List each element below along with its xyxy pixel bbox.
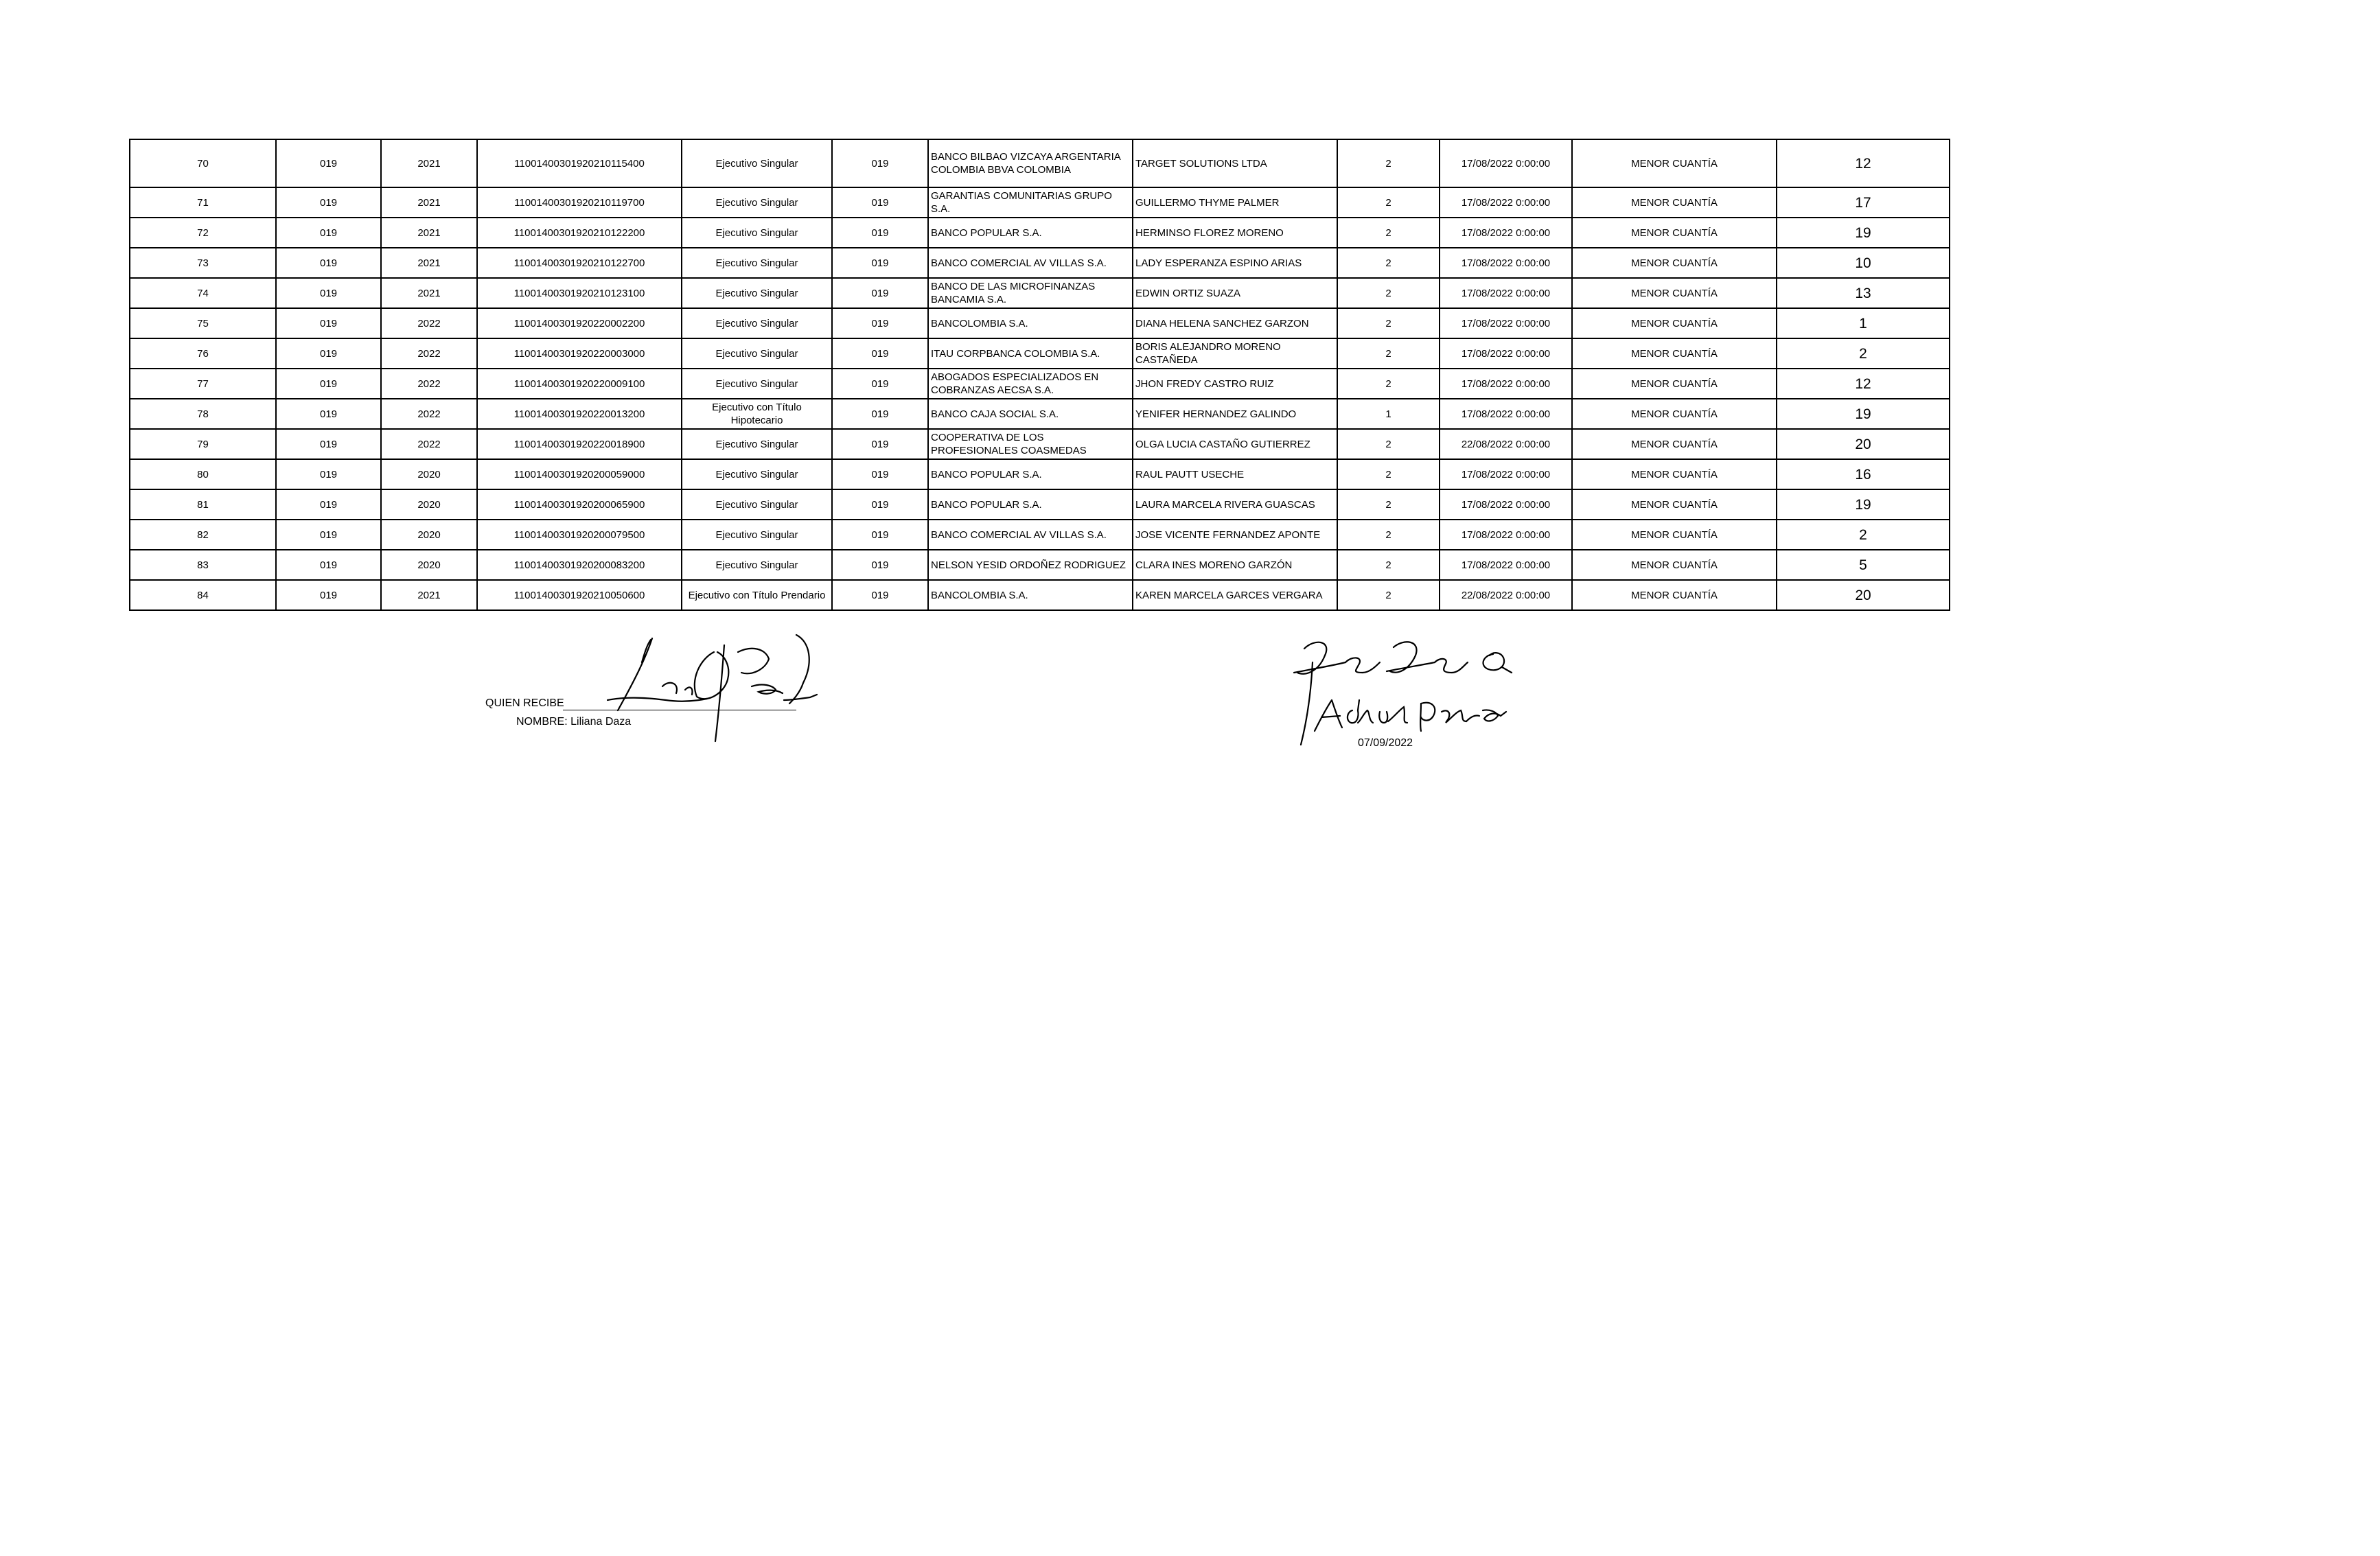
cell-box-number: 10	[1777, 248, 1950, 278]
cell-court-code: 019	[276, 580, 381, 610]
cell-amount-class: MENOR CUANTÍA	[1572, 399, 1777, 429]
cell-court-code-2: 019	[832, 399, 928, 429]
cell-defendant: EDWIN ORTIZ SUAZA	[1133, 278, 1337, 308]
cell-row-number: 70	[130, 139, 276, 187]
cell-court-code: 019	[276, 520, 381, 550]
cell-date: 17/08/2022 0:00:00	[1440, 139, 1572, 187]
cell-process-type: Ejecutivo Singular	[682, 278, 832, 308]
cell-court-code: 019	[276, 139, 381, 187]
cell-plaintiff: BANCO BILBAO VIZCAYA ARGENTARIA COLOMBIA BBVA COLOMBIA	[928, 139, 1133, 187]
cell-folios: 2	[1337, 580, 1440, 610]
cell-case-number: 11001400301920220018900	[477, 429, 682, 459]
cell-court-code: 019	[276, 429, 381, 459]
cell-date: 17/08/2022 0:00:00	[1440, 278, 1572, 308]
cell-case-number: 11001400301920220002200	[477, 308, 682, 338]
cell-court-code: 019	[276, 278, 381, 308]
cell-box-number: 17	[1777, 187, 1950, 218]
cell-court-code-2: 019	[832, 139, 928, 187]
cell-plaintiff: BANCOLOMBIA S.A.	[928, 308, 1133, 338]
table-row	[130, 139, 1950, 187]
cell-court-code: 019	[276, 248, 381, 278]
cell-defendant: TARGET SOLUTIONS LTDA	[1133, 139, 1337, 187]
cell-defendant: JOSE VICENTE FERNANDEZ APONTE	[1133, 520, 1337, 550]
cell-date: 17/08/2022 0:00:00	[1440, 520, 1572, 550]
cell-plaintiff: NELSON YESID ORDOÑEZ RODRIGUEZ	[928, 550, 1133, 580]
cell-case-number: 11001400301920210115400	[477, 139, 682, 187]
cell-court-code-2: 019	[832, 308, 928, 338]
cell-amount-class: MENOR CUANTÍA	[1572, 429, 1777, 459]
cell-amount-class: MENOR CUANTÍA	[1572, 459, 1777, 489]
table-row	[130, 520, 1950, 550]
table-row	[130, 550, 1950, 580]
cell-amount-class: MENOR CUANTÍA	[1572, 338, 1777, 369]
cell-defendant: YENIFER HERNANDEZ GALINDO	[1133, 399, 1337, 429]
cell-plaintiff: ITAU CORPBANCA COLOMBIA S.A.	[928, 338, 1133, 369]
cell-case-number: 11001400301920210122200	[477, 218, 682, 248]
cell-process-type: Ejecutivo Singular	[682, 187, 832, 218]
cell-year: 2021	[381, 248, 477, 278]
cell-date: 22/08/2022 0:00:00	[1440, 429, 1572, 459]
cell-folios: 1	[1337, 399, 1440, 429]
cell-box-number: 20	[1777, 580, 1950, 610]
cell-box-number: 16	[1777, 459, 1950, 489]
cell-amount-class: MENOR CUANTÍA	[1572, 308, 1777, 338]
cell-process-type: Ejecutivo Singular	[682, 489, 832, 520]
cell-row-number: 79	[130, 429, 276, 459]
cell-plaintiff: BANCO DE LAS MICROFINANZAS BANCAMIA S.A.	[928, 278, 1133, 308]
cell-plaintiff: BANCO COMERCIAL AV VILLAS S.A.	[928, 248, 1133, 278]
cell-row-number: 71	[130, 187, 276, 218]
cell-date: 17/08/2022 0:00:00	[1440, 399, 1572, 429]
cell-process-type: Ejecutivo con Título Hipotecario	[682, 399, 832, 429]
recipient-name: NOMBRE: Liliana Daza	[516, 716, 632, 728]
cell-folios: 2	[1337, 248, 1440, 278]
cell-plaintiff: GARANTIAS COMUNITARIAS GRUPO S.A.	[928, 187, 1133, 218]
cell-plaintiff: BANCO POPULAR S.A.	[928, 218, 1133, 248]
cell-plaintiff: BANCOLOMBIA S.A.	[928, 580, 1133, 610]
cell-box-number: 1	[1777, 308, 1950, 338]
cell-date: 22/08/2022 0:00:00	[1440, 580, 1572, 610]
cell-process-type: Ejecutivo Singular	[682, 308, 832, 338]
cell-date: 17/08/2022 0:00:00	[1440, 248, 1572, 278]
cell-amount-class: MENOR CUANTÍA	[1572, 520, 1777, 550]
cell-plaintiff: BANCO POPULAR S.A.	[928, 459, 1133, 489]
cell-plaintiff: ABOGADOS ESPECIALIZADOS EN COBRANZAS AECSA S.A.	[928, 369, 1133, 399]
table-row	[130, 459, 1950, 489]
records-table	[129, 139, 1950, 611]
cell-court-code: 019	[276, 338, 381, 369]
cell-defendant: LADY ESPERANZA ESPINO ARIAS	[1133, 248, 1337, 278]
cell-row-number: 74	[130, 278, 276, 308]
cell-year: 2022	[381, 338, 477, 369]
cell-case-number: 11001400301920200065900	[477, 489, 682, 520]
deliverer-signature	[1284, 635, 1538, 752]
cell-amount-class: MENOR CUANTÍA	[1572, 580, 1777, 610]
delivery-date: 07/09/2022	[1358, 737, 1413, 749]
cell-defendant: DIANA HELENA SANCHEZ GARZON	[1133, 308, 1337, 338]
cell-year: 2022	[381, 308, 477, 338]
cell-box-number: 2	[1777, 338, 1950, 369]
cell-date: 17/08/2022 0:00:00	[1440, 489, 1572, 520]
received-by-label: QUIEN RECIBE	[485, 697, 564, 709]
cell-process-type: Ejecutivo Singular	[682, 520, 832, 550]
cell-folios: 2	[1337, 369, 1440, 399]
deliverer-signature-text: Adriana Anza	[1387, 717, 1391, 718]
cell-defendant: GUILLERMO THYME PALMER	[1133, 187, 1337, 218]
cell-folios: 2	[1337, 218, 1440, 248]
cell-case-number: 11001400301920200079500	[477, 520, 682, 550]
cell-box-number: 5	[1777, 550, 1950, 580]
cell-defendant: OLGA LUCIA CASTAÑO GUTIERREZ	[1133, 429, 1337, 459]
cell-amount-class: MENOR CUANTÍA	[1572, 139, 1777, 187]
cell-folios: 2	[1337, 278, 1440, 308]
cell-date: 17/08/2022 0:00:00	[1440, 338, 1572, 369]
cell-year: 2021	[381, 187, 477, 218]
cell-amount-class: MENOR CUANTÍA	[1572, 489, 1777, 520]
table-row	[130, 278, 1950, 308]
cell-year: 2022	[381, 399, 477, 429]
cell-court-code-2: 019	[832, 550, 928, 580]
cell-court-code-2: 019	[832, 338, 928, 369]
cell-process-type: Ejecutivo Singular	[682, 218, 832, 248]
table-row	[130, 187, 1950, 218]
cell-date: 17/08/2022 0:00:00	[1440, 218, 1572, 248]
cell-defendant: LAURA MARCELA RIVERA GUASCAS	[1133, 489, 1337, 520]
cell-year: 2021	[381, 580, 477, 610]
cell-case-number: 11001400301920220013200	[477, 399, 682, 429]
cell-defendant: RAUL PAUTT USECHE	[1133, 459, 1337, 489]
cell-defendant: JHON FREDY CASTRO RUIZ	[1133, 369, 1337, 399]
cell-date: 17/08/2022 0:00:00	[1440, 459, 1572, 489]
cell-box-number: 19	[1777, 399, 1950, 429]
cell-year: 2022	[381, 369, 477, 399]
cell-folios: 2	[1337, 139, 1440, 187]
cell-row-number: 78	[130, 399, 276, 429]
cell-row-number: 82	[130, 520, 276, 550]
cell-defendant: BORIS ALEJANDRO MORENO CASTAÑEDA	[1133, 338, 1337, 369]
cell-date: 17/08/2022 0:00:00	[1440, 187, 1572, 218]
cell-process-type: Ejecutivo con Título Prendario	[682, 580, 832, 610]
cell-court-code-2: 019	[832, 580, 928, 610]
cell-year: 2020	[381, 520, 477, 550]
cell-amount-class: MENOR CUANTÍA	[1572, 187, 1777, 218]
cell-folios: 2	[1337, 550, 1440, 580]
table-row	[130, 248, 1950, 278]
cell-court-code: 019	[276, 399, 381, 429]
cell-row-number: 73	[130, 248, 276, 278]
cell-box-number: 12	[1777, 139, 1950, 187]
cell-court-code-2: 019	[832, 489, 928, 520]
table-row	[130, 399, 1950, 429]
cell-court-code-2: 019	[832, 218, 928, 248]
table-row	[130, 369, 1950, 399]
cell-box-number: 19	[1777, 489, 1950, 520]
table-row	[130, 580, 1950, 610]
cell-amount-class: MENOR CUANTÍA	[1572, 218, 1777, 248]
cell-row-number: 84	[130, 580, 276, 610]
cell-box-number: 13	[1777, 278, 1950, 308]
cell-amount-class: MENOR CUANTÍA	[1572, 550, 1777, 580]
cell-plaintiff: BANCO POPULAR S.A.	[928, 489, 1133, 520]
cell-process-type: Ejecutivo Singular	[682, 338, 832, 369]
cell-court-code: 019	[276, 459, 381, 489]
cell-court-code: 019	[276, 550, 381, 580]
cell-row-number: 76	[130, 338, 276, 369]
cell-process-type: Ejecutivo Singular	[682, 139, 832, 187]
cell-defendant: KAREN MARCELA GARCES VERGARA	[1133, 580, 1337, 610]
cell-defendant: CLARA INES MORENO GARZÓN	[1133, 550, 1337, 580]
recipient-signature	[604, 631, 851, 748]
cell-court-code: 019	[276, 218, 381, 248]
cell-date: 17/08/2022 0:00:00	[1440, 369, 1572, 399]
table-row	[130, 489, 1950, 520]
cell-process-type: Ejecutivo Singular	[682, 248, 832, 278]
cell-year: 2021	[381, 218, 477, 248]
cell-case-number: 11001400301920210119700	[477, 187, 682, 218]
cell-row-number: 81	[130, 489, 276, 520]
cell-folios: 2	[1337, 429, 1440, 459]
cell-folios: 2	[1337, 489, 1440, 520]
cell-box-number: 12	[1777, 369, 1950, 399]
cell-court-code-2: 019	[832, 248, 928, 278]
cell-year: 2020	[381, 459, 477, 489]
cell-year: 2021	[381, 278, 477, 308]
cell-court-code: 019	[276, 187, 381, 218]
cell-row-number: 80	[130, 459, 276, 489]
cell-process-type: Ejecutivo Singular	[682, 429, 832, 459]
table-row	[130, 429, 1950, 459]
cell-amount-class: MENOR CUANTÍA	[1572, 278, 1777, 308]
cell-box-number: 2	[1777, 520, 1950, 550]
cell-case-number: 11001400301920200083200	[477, 550, 682, 580]
cell-court-code-2: 019	[832, 429, 928, 459]
cell-folios: 2	[1337, 520, 1440, 550]
cell-box-number: 20	[1777, 429, 1950, 459]
cell-plaintiff: BANCO COMERCIAL AV VILLAS S.A.	[928, 520, 1133, 550]
cell-court-code-2: 019	[832, 520, 928, 550]
cell-case-number: 11001400301920220003000	[477, 338, 682, 369]
cell-folios: 2	[1337, 187, 1440, 218]
table-row	[130, 308, 1950, 338]
cell-court-code-2: 019	[832, 369, 928, 399]
cell-folios: 2	[1337, 459, 1440, 489]
cell-amount-class: MENOR CUANTÍA	[1572, 248, 1777, 278]
cell-process-type: Ejecutivo Singular	[682, 550, 832, 580]
cell-court-code: 019	[276, 369, 381, 399]
table-row	[130, 218, 1950, 248]
cell-case-number: 11001400301920210123100	[477, 278, 682, 308]
cell-court-code: 019	[276, 489, 381, 520]
cell-folios: 2	[1337, 338, 1440, 369]
cell-box-number: 19	[1777, 218, 1950, 248]
cell-process-type: Ejecutivo Singular	[682, 369, 832, 399]
cell-case-number: 11001400301920220009100	[477, 369, 682, 399]
cell-row-number: 75	[130, 308, 276, 338]
cell-amount-class: MENOR CUANTÍA	[1572, 369, 1777, 399]
cell-defendant: HERMINSO FLOREZ MORENO	[1133, 218, 1337, 248]
cell-row-number: 83	[130, 550, 276, 580]
cell-court-code-2: 019	[832, 459, 928, 489]
cell-year: 2020	[381, 489, 477, 520]
cell-court-code: 019	[276, 308, 381, 338]
cell-row-number: 77	[130, 369, 276, 399]
cell-year: 2020	[381, 550, 477, 580]
cell-court-code-2: 019	[832, 278, 928, 308]
cell-plaintiff: COOPERATIVA DE LOS PROFESIONALES COASMEDAS	[928, 429, 1133, 459]
cell-case-number: 11001400301920210122700	[477, 248, 682, 278]
cell-case-number: 11001400301920200059000	[477, 459, 682, 489]
cell-date: 17/08/2022 0:00:00	[1440, 550, 1572, 580]
table-row	[130, 338, 1950, 369]
cell-plaintiff: BANCO CAJA SOCIAL S.A.	[928, 399, 1133, 429]
cell-year: 2021	[381, 139, 477, 187]
cell-case-number: 11001400301920210050600	[477, 580, 682, 610]
cell-year: 2022	[381, 429, 477, 459]
cell-date: 17/08/2022 0:00:00	[1440, 308, 1572, 338]
cell-process-type: Ejecutivo Singular	[682, 459, 832, 489]
cell-court-code-2: 019	[832, 187, 928, 218]
cell-folios: 2	[1337, 308, 1440, 338]
cell-row-number: 72	[130, 218, 276, 248]
